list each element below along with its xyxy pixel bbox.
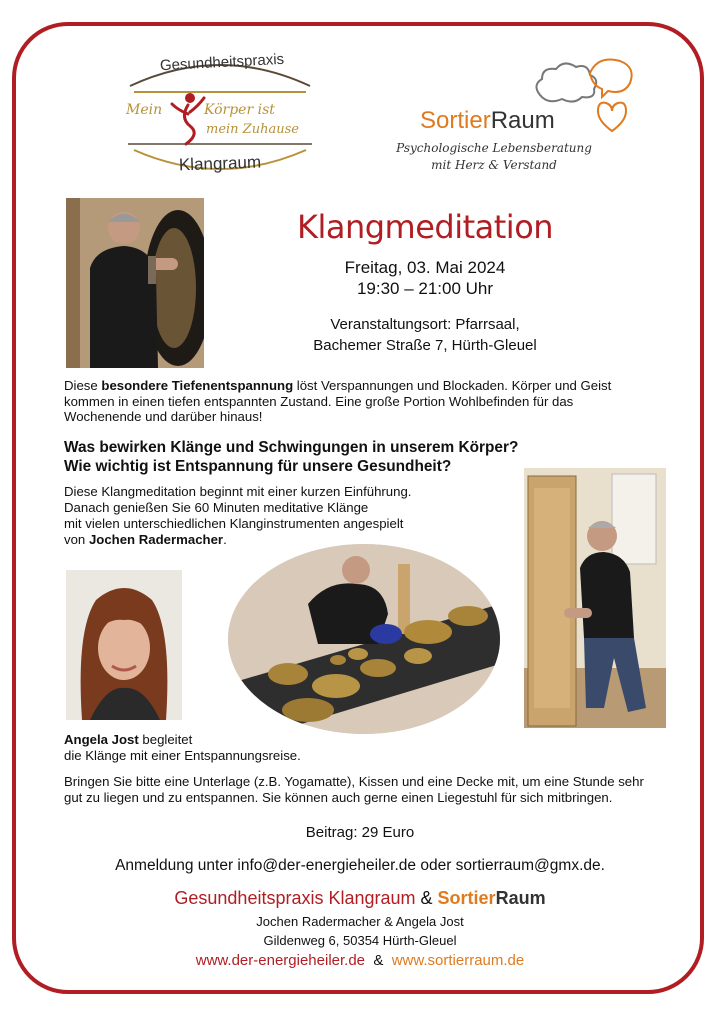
sortierraum-name — [420, 107, 555, 135]
logo-bottom-text: Klangraum — [178, 152, 262, 175]
description-line-2: Danach genießen Sie 60 Minuten meditative Klänge — [64, 500, 369, 515]
footer-names: Jochen Radermacher & Angela Jost — [256, 914, 464, 929]
sortierraum-logo — [392, 55, 637, 180]
footer-websites — [0, 952, 720, 969]
sortierraum-tagline-2: mit Herz & Verstand — [431, 158, 557, 172]
footer-address: Gildenweg 6, 50354 Hürth-Gleuel — [263, 933, 457, 948]
event-time: 19:30 – 21:00 Uhr — [356, 279, 494, 298]
logo-motto-1b: Körper ist — [204, 102, 275, 118]
description-line-1: Diese Klangmeditation beginnt mit einer kurzen Einführung. — [64, 484, 412, 499]
description-line-4 — [64, 532, 504, 548]
gong-photo — [66, 198, 204, 368]
website-amp: & — [365, 952, 392, 969]
sortierraum-tagline-1: Psychologische Lebensberatung — [396, 141, 592, 155]
intro-pre: Diese — [64, 378, 102, 393]
desc-period: . — [223, 532, 227, 547]
intro-post: löst Verspannungen und Blockaden. Körper und Geist kommen in einen tiefen entspannten Zustand. Eine große Portion Wohlbefinden für das Wochenende und darüber hinaus! — [64, 378, 612, 424]
angela-line-1 — [64, 732, 364, 748]
intro-bold: besondere Tiefenentspannung — [101, 378, 294, 393]
footer-organizations — [0, 888, 720, 909]
desc-name: Jochen Radermacher — [88, 532, 224, 547]
logo-top-text: Gesundheitspraxis — [159, 50, 285, 75]
klangraum-logo — [120, 48, 320, 188]
bring-paragraph: Bringen Sie bitte eine Unterlage (z.B. Yogamatte), Kissen und eine Decke mit, um eine Stunde sehr gut zu liegen und zu entspannen. Sie können auch gerne einen Liegestuhl für sich mitbringen. — [64, 774, 644, 805]
raum-word: Raum — [490, 107, 555, 134]
desc-von: von — [64, 532, 89, 547]
angela-begleitet: begleitet — [138, 732, 193, 747]
singing-bowls-photo — [228, 544, 500, 734]
angela-name: Angela Jost — [64, 732, 139, 747]
org-klangraum: Gesundheitspraxis Klangraum — [174, 888, 416, 908]
instrument-photo — [524, 468, 666, 728]
question-1: Was bewirken Klänge und Schwingungen in unserem Körper? — [64, 439, 519, 456]
org-amp: & — [415, 888, 438, 908]
intro-paragraph — [64, 378, 654, 425]
org-raum: Raum — [495, 888, 546, 908]
angela-photo — [66, 570, 182, 720]
logo-motto-1: Mein — [126, 102, 163, 118]
venue-line-1: Veranstaltungsort: Pfarrsaal, — [330, 316, 520, 333]
org-sortier: Sortier — [437, 888, 496, 908]
website-energieheiler[interactable]: www.der-energieheiler.de — [195, 952, 366, 969]
question-2: Wie wichtig ist Entspannung für unsere Gesundheit? — [64, 458, 452, 475]
logo-motto-2: mein Zuhause — [206, 122, 299, 137]
fee: Beitrag: 29 Euro — [305, 824, 415, 841]
venue-line-2: Bachemer Straße 7, Hürth-Gleuel — [313, 337, 537, 354]
angela-line-2: die Klänge mit einer Entspannungsreise. — [64, 748, 301, 763]
sortier-word: Sortier — [420, 107, 491, 134]
description-line-3: mit vielen unterschiedlichen Klanginstrumenten angespielt — [64, 516, 404, 531]
event-date: Freitag, 03. Mai 2024 — [344, 258, 506, 277]
registration: Anmeldung unter info@der-energieheiler.de oder sortierraum@gmx.de. — [115, 857, 605, 874]
website-sortierraum[interactable]: www.sortierraum.de — [391, 952, 525, 969]
event-title: Klangmeditation — [296, 208, 554, 246]
